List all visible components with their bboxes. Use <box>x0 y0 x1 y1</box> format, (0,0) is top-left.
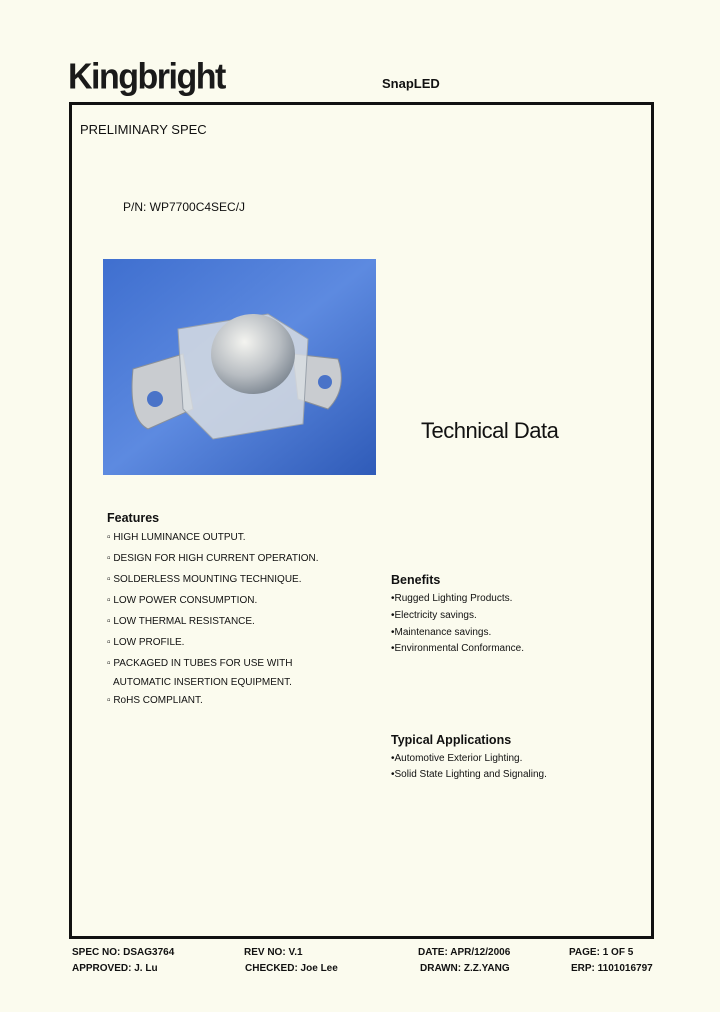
product-series: SnapLED <box>382 76 440 91</box>
benefit-item: •Rugged Lighting Products. <box>391 593 513 604</box>
feature-item: ▫ HIGH LUMINANCE OUTPUT. <box>107 532 246 543</box>
feature-text: DESIGN FOR HIGH CURRENT OPERATION. <box>113 553 319 564</box>
feature-item: ▫ DESIGN FOR HIGH CURRENT OPERATION. <box>107 553 319 564</box>
kingbright-logo: Kingbright <box>68 57 225 97</box>
feature-text: LOW THERMAL RESISTANCE. <box>113 616 255 627</box>
revision-number: REV NO: V.1 <box>244 947 303 958</box>
application-item: •Solid State Lighting and Signaling. <box>391 769 547 780</box>
document-date: DATE: APR/12/2006 <box>418 947 511 958</box>
benefit-text: Environmental Conformance. <box>394 643 525 654</box>
checked-by: CHECKED: Joe Lee <box>245 963 338 974</box>
feature-item: ▫ PACKAGED IN TUBES FOR USE WITH <box>107 658 293 669</box>
document-title: Technical Data <box>421 418 559 443</box>
approved-by: APPROVED: J. Lu <box>72 963 158 974</box>
benefit-text: Rugged Lighting Products. <box>394 593 513 604</box>
feature-text: HIGH LUMINANCE OUTPUT. <box>113 532 246 543</box>
feature-text: RoHS COMPLIANT. <box>113 695 203 706</box>
feature-text: AUTOMATIC INSERTION EQUIPMENT. <box>113 677 292 688</box>
feature-item: ▫ RoHS COMPLIANT. <box>107 695 203 706</box>
feature-text: SOLDERLESS MOUNTING TECHNIQUE. <box>113 574 302 585</box>
feature-item: ▫ LOW POWER CONSUMPTION. <box>107 595 258 606</box>
page-number: PAGE: 1 OF 5 <box>569 947 634 958</box>
benefit-item: •Environmental Conformance. <box>391 643 525 654</box>
benefit-item: •Maintenance savings. <box>391 627 492 638</box>
benefit-text: Electricity savings. <box>394 610 477 621</box>
product-photo <box>103 259 376 475</box>
drawn-by: DRAWN: Z.Z.YANG <box>420 963 510 974</box>
benefits-heading: Benefits <box>391 573 441 587</box>
application-text: Automotive Exterior Lighting. <box>394 753 523 764</box>
feature-item: ▫ SOLDERLESS MOUNTING TECHNIQUE. <box>107 574 302 585</box>
application-text: Solid State Lighting and Signaling. <box>394 769 547 780</box>
erp-number: ERP: 1101016797 <box>571 963 653 974</box>
feature-text: LOW PROFILE. <box>113 637 185 648</box>
benefit-text: Maintenance savings. <box>394 627 492 638</box>
benefit-item: •Electricity savings. <box>391 610 477 621</box>
features-heading: Features <box>107 511 160 525</box>
feature-item <box>113 677 292 688</box>
feature-item: ▫ LOW PROFILE. <box>107 637 185 648</box>
spec-number: SPEC NO: DSAG3764 <box>72 947 175 958</box>
applications-heading: Typical Applications <box>391 733 512 747</box>
application-item: •Automotive Exterior Lighting. <box>391 753 523 764</box>
spec-status: PRELIMINARY SPEC <box>80 122 207 137</box>
feature-text: PACKAGED IN TUBES FOR USE WITH <box>113 658 293 669</box>
feature-text: LOW POWER CONSUMPTION. <box>113 595 258 606</box>
feature-item: ▫ LOW THERMAL RESISTANCE. <box>107 616 255 627</box>
part-number: P/N: WP7700C4SEC/J <box>123 200 246 214</box>
